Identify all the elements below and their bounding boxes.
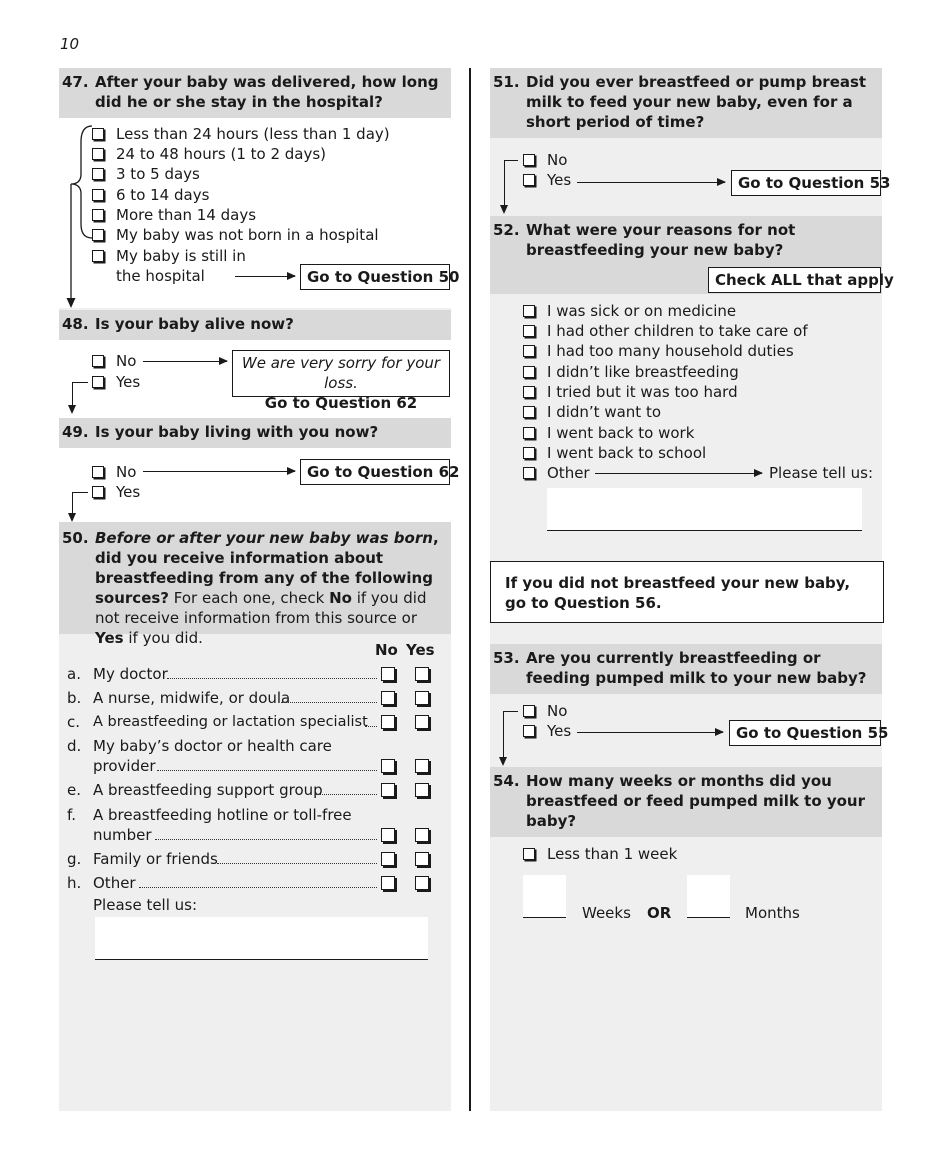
q52-option[interactable] — [523, 382, 738, 402]
q50-header — [59, 522, 451, 647]
checkbox[interactable] — [523, 325, 535, 337]
q53-text: Are you currently breastfeeding or feeding pumped milk to your new baby? — [526, 649, 867, 687]
q48-text: Is your baby alive now? — [95, 315, 294, 333]
checkbox[interactable] — [523, 467, 535, 479]
q52-option-label: I had other children to take care of — [547, 322, 808, 340]
page-number: 10 — [60, 35, 80, 53]
item-label: My baby’s doctor or health care — [93, 737, 332, 755]
arrow-icon — [143, 361, 227, 362]
arrow-down-icon — [504, 160, 505, 212]
q50-col-yes: Yes — [406, 641, 435, 659]
q49-header — [59, 418, 451, 448]
q50-other-input[interactable] — [95, 917, 428, 960]
item-label: A nurse, midwife, or doula — [93, 689, 291, 707]
q48-yes-option[interactable] — [92, 372, 140, 392]
q47-option-7[interactable] — [92, 246, 246, 266]
q47-option-label: Less than 24 hours (less than 1 day) — [116, 125, 390, 143]
no-checkbox[interactable] — [381, 852, 395, 866]
brace-icon — [59, 118, 99, 308]
leader-dots — [217, 863, 377, 864]
q48-sorry-text: We are very sorry for your loss. — [241, 354, 441, 392]
q50-item-d — [59, 736, 451, 780]
q48-goto-text: Go to Question 62 — [264, 394, 418, 412]
q47-option-2[interactable] — [92, 144, 326, 164]
q50-text-italic: Before or after your new baby was born — [95, 529, 433, 547]
no-checkbox[interactable] — [381, 715, 395, 729]
leader-dots — [155, 839, 377, 840]
q47-option-5[interactable] — [92, 205, 256, 225]
arrow-icon — [595, 473, 762, 474]
q47-header — [59, 68, 451, 118]
item-label: My doctor — [93, 665, 168, 683]
q47-option-7-line2: the hospital — [116, 267, 205, 285]
q52-option[interactable] — [523, 341, 794, 361]
q47-option-label: My baby is still in — [116, 247, 246, 265]
q47-option-label: My baby was not born in a hospital — [116, 226, 379, 244]
q47-option-6[interactable] — [92, 225, 379, 245]
no-checkbox[interactable] — [381, 667, 395, 681]
yes-checkbox[interactable] — [415, 759, 429, 773]
yes-checkbox[interactable] — [415, 667, 429, 681]
checkbox[interactable] — [523, 427, 535, 439]
yes-checkbox[interactable] — [415, 852, 429, 866]
q52-option[interactable] — [523, 301, 736, 321]
checkbox[interactable] — [523, 345, 535, 357]
q50-text-normal: For each one, check — [169, 589, 330, 607]
checkbox[interactable] — [523, 305, 535, 317]
or-label: OR — [647, 904, 672, 922]
q48-sorry-box — [232, 350, 450, 412]
q51-number: 51. — [493, 73, 520, 91]
item-letter: g. — [67, 850, 82, 868]
q48-number: 48. — [62, 315, 89, 333]
checkbox[interactable] — [523, 406, 535, 418]
q52-option-label: I had too many household duties — [547, 342, 794, 360]
arrow-icon — [577, 732, 723, 733]
weeks-input[interactable] — [523, 875, 566, 918]
q51-no-label: No — [547, 151, 568, 169]
notice-box — [490, 561, 884, 623]
q49-options — [59, 448, 460, 522]
yes-checkbox[interactable] — [415, 876, 429, 890]
q51-yes-label: Yes — [547, 171, 572, 189]
leader-dots — [315, 794, 377, 795]
q52-option-label: I went back to work — [547, 424, 695, 442]
q49-yes-option[interactable] — [92, 482, 140, 502]
q51-text: Did you ever breastfeed or pump breast milk to feed your new baby, even for a short period of time? — [526, 73, 867, 131]
q52-option-label: I went back to school — [547, 444, 707, 462]
q50-item-g — [59, 849, 451, 871]
q49-number: 49. — [62, 423, 89, 441]
item-letter: d. — [67, 737, 82, 755]
arrow-down-icon — [72, 492, 73, 520]
checkbox[interactable] — [523, 174, 535, 186]
q47-option-label: 3 to 5 days — [116, 165, 200, 183]
q47-options — [59, 118, 460, 308]
q52-option-label: I didn’t like breastfeeding — [547, 363, 739, 381]
q52-other-label: Other — [547, 464, 590, 482]
connector-line — [72, 492, 88, 493]
arrow-down-icon — [72, 382, 73, 412]
q47-option-4[interactable] — [92, 185, 209, 205]
q51-no-option[interactable] — [523, 150, 567, 170]
q52-option-label: I was sick or on medicine — [547, 302, 737, 320]
item-label: Family or friends — [93, 850, 218, 868]
q52-option-label: I didn’t want to — [547, 403, 662, 421]
checkbox[interactable] — [92, 355, 104, 367]
item-label: A breastfeeding or lactation specialist — [93, 714, 368, 730]
item-letter: a. — [67, 665, 81, 683]
item-letter: c. — [67, 713, 81, 731]
item-letter: b. — [67, 689, 82, 707]
checkbox[interactable] — [92, 486, 104, 498]
leader-dots — [365, 726, 377, 727]
q48-no-option[interactable] — [92, 351, 136, 371]
checkbox[interactable] — [92, 376, 104, 388]
q50-text-normal: if you did. — [123, 629, 203, 647]
q47-option-label: 24 to 48 hours (1 to 2 days) — [116, 145, 327, 163]
q52-option[interactable] — [523, 443, 706, 463]
q52-other-option[interactable] — [523, 463, 590, 483]
item-label: Other — [93, 874, 136, 892]
item-letter: f. — [67, 806, 76, 824]
q50-col-no: No — [375, 641, 398, 659]
q48-options — [59, 340, 451, 418]
q50-text-bold: , did you receive information about breastfeeding from any of the following sources? — [95, 529, 439, 607]
item-label-line2: number — [93, 826, 152, 844]
arrow-down-icon — [503, 711, 504, 764]
connector-line — [72, 382, 88, 383]
no-checkbox[interactable] — [381, 828, 395, 842]
arrow-icon — [143, 471, 295, 472]
q52-option[interactable] — [523, 321, 808, 341]
item-letter: e. — [67, 781, 81, 799]
column-divider — [469, 68, 471, 1111]
no-checkbox[interactable] — [381, 759, 395, 773]
item-letter: h. — [67, 874, 82, 892]
yes-checkbox[interactable] — [415, 691, 429, 705]
item-label: A breastfeeding support group — [93, 781, 323, 799]
q52-number: 52. — [493, 221, 520, 239]
q50-item-b — [59, 688, 451, 710]
q53-yes-label: Yes — [547, 722, 572, 740]
connector-line — [504, 160, 518, 161]
checkbox[interactable] — [523, 848, 535, 860]
arrow-icon — [235, 276, 295, 277]
q47-text: After your baby was delivered, how long did he or she stay in the hospital? — [95, 73, 439, 111]
q49-text: Is your baby living with you now? — [95, 423, 379, 441]
checkbox[interactable] — [523, 386, 535, 398]
connector-line — [503, 711, 518, 712]
q50-item-h — [59, 873, 451, 895]
q50-text-normal: if you did not receive information from this source or — [95, 589, 427, 627]
q47-goto-box: Go to Question 50 — [300, 264, 450, 290]
q54-number: 54. — [493, 772, 520, 790]
q52-option-label: I tried but it was too hard — [547, 383, 738, 401]
no-checkbox[interactable] — [381, 783, 395, 797]
q49-no-label: No — [116, 463, 137, 481]
q53-number: 53. — [493, 649, 520, 667]
no-checkbox[interactable] — [381, 876, 395, 890]
q47-option-label: More than 14 days — [116, 206, 257, 224]
q52-text: What were your reasons for not breastfeeding your new baby? — [526, 221, 796, 259]
q52-option[interactable] — [523, 402, 661, 422]
checkbox[interactable] — [92, 466, 104, 478]
notice-text: If you did not breastfeed your new baby, go to Question 56. — [505, 574, 851, 612]
checkbox[interactable] — [523, 705, 535, 717]
q47-option-label: 6 to 14 days — [116, 186, 210, 204]
q50-number: 50. — [62, 529, 89, 547]
q50-no-word: No — [329, 589, 352, 607]
yes-checkbox[interactable] — [415, 828, 429, 842]
yes-checkbox[interactable] — [415, 783, 429, 797]
months-label: Months — [745, 904, 800, 922]
q51-yes-option[interactable] — [523, 170, 571, 190]
q50-item-e — [59, 780, 451, 802]
arrow-icon — [577, 182, 725, 183]
checkbox[interactable] — [523, 154, 535, 166]
q53-no-option[interactable] — [523, 701, 567, 721]
q53-no-label: No — [547, 702, 568, 720]
q52-please-tell: Please tell us: — [769, 464, 874, 482]
leader-dots — [281, 702, 377, 703]
checkbox[interactable] — [523, 447, 535, 459]
q50-please-tell: Please tell us: — [93, 896, 198, 914]
weeks-label: Weeks — [582, 904, 631, 922]
checkbox[interactable] — [523, 725, 535, 737]
q54-option[interactable] — [523, 844, 677, 864]
item-label: A breastfeeding hotline or toll-free — [93, 806, 352, 824]
q54-text: How many weeks or months did you breastfeed or feed pumped milk to your baby? — [526, 772, 866, 830]
months-input[interactable] — [687, 875, 730, 918]
q48-header — [59, 310, 451, 340]
q52-option[interactable] — [523, 362, 739, 382]
q52-other-input[interactable] — [547, 488, 862, 531]
q53-header — [490, 644, 882, 694]
q48-no-label: No — [116, 352, 137, 370]
no-checkbox[interactable] — [381, 691, 395, 705]
q51-goto-box: Go to Question 53 — [731, 170, 881, 196]
item-label-line2: provider — [93, 757, 156, 775]
q54-option-label: Less than 1 week — [547, 845, 678, 863]
q53-yes-option[interactable] — [523, 721, 571, 741]
leader-dots — [157, 770, 377, 771]
q48-yes-label: Yes — [116, 373, 141, 391]
q53-goto-box: Go to Question 55 — [729, 720, 881, 746]
q52-check-all-box: Check ALL that apply — [708, 267, 881, 293]
q50-item-f — [59, 805, 451, 849]
q47-option-1[interactable] — [92, 124, 390, 144]
q49-goto-box: Go to Question 62 — [300, 459, 450, 485]
leader-dots — [167, 678, 377, 679]
q49-no-option[interactable] — [92, 462, 136, 482]
q47-number: 47. — [62, 73, 89, 91]
q50-item-c — [59, 712, 451, 734]
q49-yes-label: Yes — [116, 483, 141, 501]
leader-dots — [139, 887, 377, 888]
checkbox[interactable] — [523, 366, 535, 378]
q52-option[interactable] — [523, 423, 694, 443]
yes-checkbox[interactable] — [415, 715, 429, 729]
q47-option-3[interactable] — [92, 164, 200, 184]
q51-header — [490, 68, 882, 138]
q54-header — [490, 767, 882, 837]
q50-yes-word: Yes — [95, 629, 124, 647]
q50-item-a — [59, 664, 451, 686]
